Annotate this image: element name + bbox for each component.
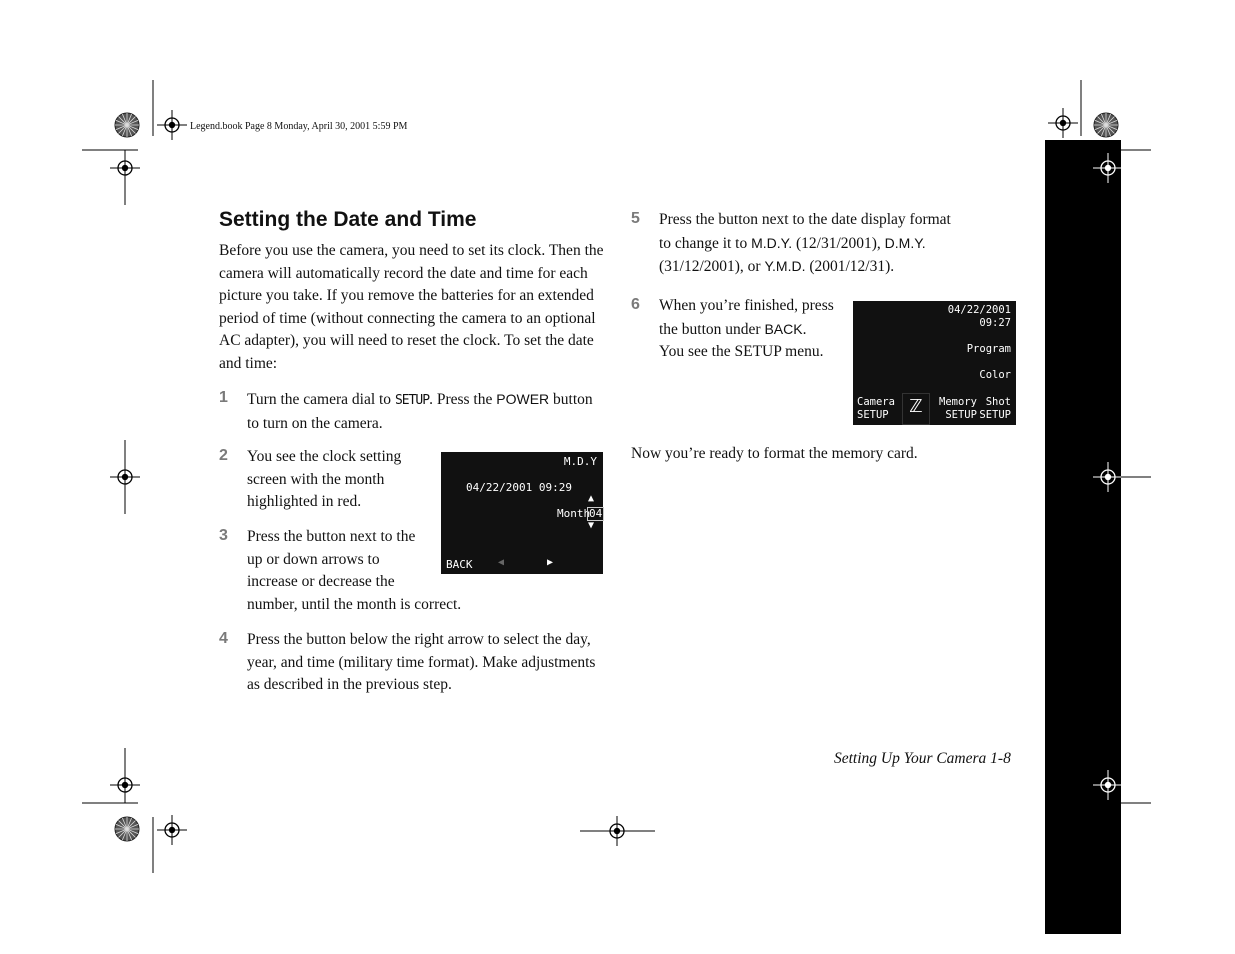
shot-setup-label: Shot SETUP [979,396,1011,421]
setup-time: 09:27 [979,317,1011,329]
step-5-text: Press the button next to the date display format to change it to M.D.Y. (12/31/2001), D.M.Y. (31/12/2001), or Y.M.D. (2001/12/31). [659,211,951,275]
page-footer: Setting Up Your Camera 1-8 [834,750,1011,767]
memory-setup-label: Memory SETUP [939,396,977,421]
step-2-text: You see the clock setting screen with the month highlighted in red. [247,448,402,510]
step-number: 5 [631,210,640,227]
step-1-text: Turn the camera dial to SETUP. Press the POWER button to turn on the camera. [247,391,593,432]
down-arrow-icon: ▼ [588,520,595,531]
program-label: Program [966,343,1011,355]
mdy-label: M.D.Y. [751,234,793,251]
step-number: 4 [219,630,228,647]
tab-registration-marks [1045,140,1155,940]
step-6-text: When you’re finished, press the button under BACK. You see the SETUP menu. [659,297,834,360]
color-label: Color [979,369,1011,381]
ymd-label: Y.M.D. [764,258,806,274]
setup-menu-screen [853,301,1016,425]
intro-paragraph: Before you use the camera, you need to set its clock. Then the camera will automatically record the date and time for each picture you take. If you remove the batteries for an extended period of time (without connecting the camera to an optional AC adapter), you will need to reset the clock. To set the date and time: [219,242,604,372]
camera-setup-label: Camera SETUP [857,396,895,421]
up-arrow-icon: ▲ [588,493,595,504]
month-value: 04 [589,507,603,520]
step-number: 6 [631,296,640,313]
right-arrow-icon: ▶ [547,557,554,568]
step-number: 2 [219,447,228,464]
setup-dial-label: SETUP [394,393,430,408]
back-button-label: BACK [764,320,803,337]
step-number: 3 [219,527,228,544]
setup-date: 04/22/2001 [947,304,1011,316]
step-3-text: Press the button next to the up or down arrows to increase or decrease the number, until the month is correct. [247,528,462,613]
back-label: BACK [446,558,473,571]
clock-datetime: 04/22/2001 09:29 [466,481,572,494]
dmy-label: D.M.Y. [884,234,926,251]
power-label: POWER [496,391,550,407]
page-title: Setting the Date and Time [219,208,477,231]
left-arrow-icon: ◀ [498,557,505,568]
date-format-label: M.D.Y [563,455,597,468]
print-slug: Legend.book Page 8 Monday, April 30, 2001 5:59 PM [190,121,408,132]
closing-text: Now you’re ready to format the memory card. [631,445,918,462]
month-label: Month [557,507,591,520]
clock-setting-screen [441,452,603,574]
step-4-text: Press the button below the right arrow to select the day, year, and time (military time format). Make adjustments as described in the previous step. [247,631,596,693]
step-number: 1 [219,389,228,406]
mode-icon: ℤ [902,393,930,425]
